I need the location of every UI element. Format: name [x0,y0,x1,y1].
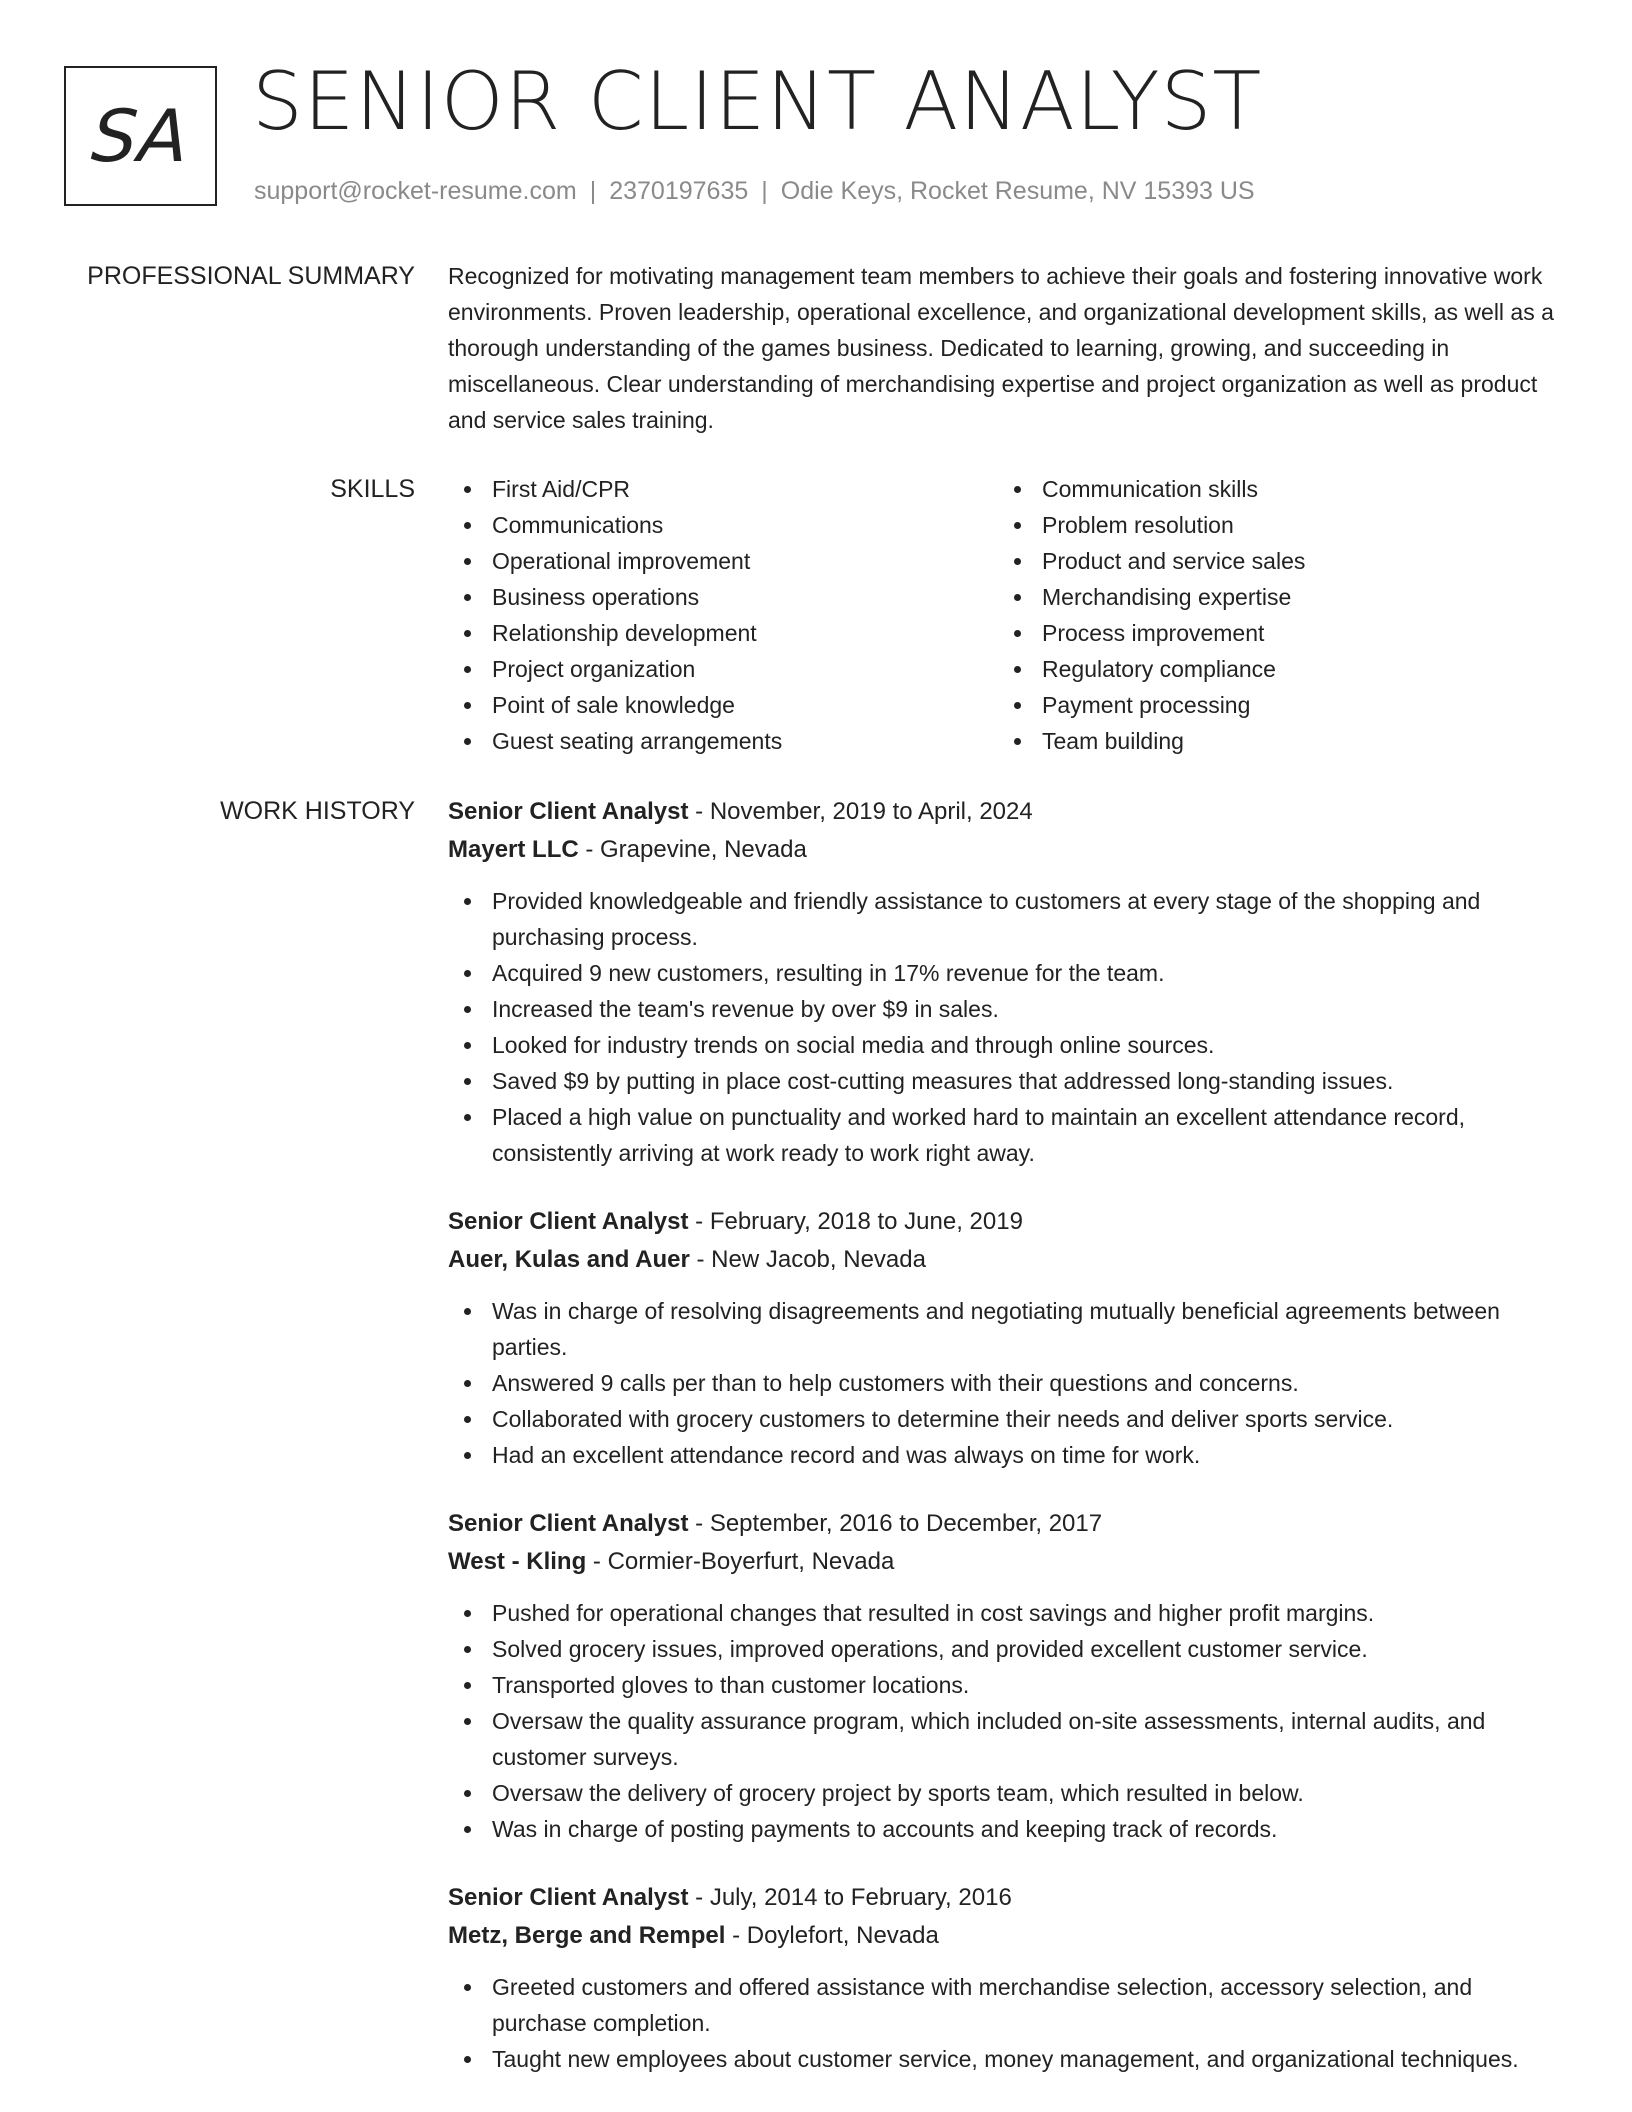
job-dash: - [586,1548,608,1575]
job-bullet: Placed a high value on punctuality and worked hard to maintain an excellent attendance record, consistently arriving at work ready to work right away. [448,1099,1568,1171]
skills-heading: SKILLS [330,475,415,503]
work-body [448,793,1568,2109]
job-dash: - [688,1884,710,1911]
job-bullet: Provided knowledgeable and friendly assistance to customers at every stage of the shopping and purchasing process. [448,883,1568,955]
job-company: Metz, Berge and Rempel [448,1922,726,1949]
job-bullet: Saved $9 by putting in place cost-cutting measures that addressed long-standing issues. [448,1063,1568,1099]
job-entry [448,1203,1568,1473]
job-location: Doylefort, Nevada [746,1922,939,1949]
job-title-line [448,793,1568,831]
job-dash: - [689,1246,712,1273]
job-company: Auer, Kulas and Auer [448,1246,690,1273]
summary-body [448,258,1568,438]
skill-item: Project organization [448,651,998,687]
job-entry [448,793,1568,1171]
job-bullets [448,1595,1568,1847]
skill-item: Merchandising expertise [998,579,1548,615]
skill-item: Guest seating arrangements [448,723,998,759]
monogram-box [64,66,217,206]
job-bullet: Oversaw the delivery of grocery project by sports team, which resulted in below. [448,1775,1568,1811]
skill-item: First Aid/CPR [448,471,998,507]
job-title: Senior Client Analyst [448,1884,689,1911]
job-dash: - [688,798,710,825]
job-bullet: Acquired 9 new customers, resulting in 17% revenue for the team. [448,955,1568,991]
skill-item: Regulatory compliance [998,651,1548,687]
job-bullet: Collaborated with grocery customers to determine their needs and deliver sports service. [448,1401,1568,1437]
skill-item: Communication skills [998,471,1548,507]
job-entry [448,1879,1568,2077]
job-dates: February, 2018 to June, 2019 [709,1208,1023,1235]
job-bullets [448,883,1568,1171]
contact-address: Odie Keys, Rocket Resume, NV 15393 US [780,177,1255,205]
job-bullets [448,1969,1568,2077]
job-bullet: Looked for industry trends on social media and through online sources. [448,1027,1568,1063]
job-bullet: Answered 9 calls per than to help customers with their questions and concerns. [448,1365,1568,1401]
skill-item: Product and service sales [998,543,1548,579]
job-bullet: Solved grocery issues, improved operations, and provided excellent customer service. [448,1631,1568,1667]
job-dash: - [688,1208,710,1235]
skill-item: Process improvement [998,615,1548,651]
job-title: Senior Client Analyst [448,798,689,825]
skill-item: Point of sale knowledge [448,687,998,723]
job-bullet: Transported gloves to than customer locations. [448,1667,1568,1703]
job-dates: November, 2019 to April, 2024 [709,798,1033,825]
skill-item: Payment processing [998,687,1548,723]
job-entry [448,1505,1568,1847]
skill-item: Relationship development [448,615,998,651]
contact-line [254,176,1255,206]
job-dash: - [725,1922,747,1949]
work-heading: WORK HISTORY [220,797,415,825]
job-dates: July, 2014 to February, 2016 [709,1884,1012,1911]
skill-item: Communications [448,507,998,543]
skill-item: Problem resolution [998,507,1548,543]
job-company-line [448,1917,1568,1955]
job-title-line [448,1879,1568,1917]
job-company-line [448,1241,1568,1279]
job-location: New Jacob, Nevada [711,1246,926,1273]
contact-separator: | [761,177,768,205]
job-bullet: Pushed for operational changes that resulted in cost savings and higher profit margins. [448,1595,1568,1631]
job-title-line [448,1203,1568,1241]
resume-title: SENIOR CLIENT ANALYST [252,55,1263,148]
contact-separator: | [589,177,597,205]
job-bullet: Increased the team's revenue by over $9 in sales. [448,991,1568,1027]
job-company: West - Kling [448,1548,587,1575]
skill-item: Team building [998,723,1548,759]
contact-email: support@rocket-resume.com [254,177,577,205]
skill-item: Operational improvement [448,543,998,579]
summary-heading: PROFESSIONAL SUMMARY [87,262,415,290]
job-dash: - [688,1510,710,1537]
contact-phone: 2370197635 [609,177,749,205]
job-dash: - [578,836,601,863]
job-company-line [448,1543,1568,1581]
job-bullet: Greeted customers and offered assistance with merchandise selection, accessory selection, and purchase completion. [448,1969,1568,2041]
job-bullet: Had an excellent attendance record and was always on time for work. [448,1437,1568,1473]
job-title: Senior Client Analyst [448,1208,689,1235]
job-company-line [448,831,1568,869]
skill-item: Business operations [448,579,998,615]
job-location: Grapevine, Nevada [600,836,807,863]
job-bullet: Was in charge of posting payments to accounts and keeping track of records. [448,1811,1568,1847]
job-title: Senior Client Analyst [448,1510,689,1537]
skills-columns [448,471,1568,759]
job-location: Cormier-Boyerfurt, Nevada [607,1548,895,1575]
job-company: Mayert LLC [448,836,579,863]
job-title-line [448,1505,1568,1543]
skills-list-right [998,471,1548,759]
job-bullet: Was in charge of resolving disagreements and negotiating mutually beneficial agreements between parties. [448,1293,1568,1365]
job-dates: September, 2016 to December, 2017 [709,1510,1103,1537]
monogram-initials: SA [89,94,192,178]
skills-list-left [448,471,998,759]
job-bullets [448,1293,1568,1473]
summary-text: Recognized for motivating management team members to achieve their goals and fostering innovative work environments. Proven leadership, operational excellence, and organizational development skills, as well as a thorough understanding of the games business. Dedicated to learning, growing, and succeeding in miscellaneous. Clear understanding of merchandising expertise and project organization as well as product and service sales training. [448,263,1554,433]
job-bullet: Oversaw the quality assurance program, which included on-site assessments, internal audits, and customer surveys. [448,1703,1568,1775]
skills-body [448,471,1568,759]
job-bullet: Taught new employees about customer service, money management, and organizational techniques. [448,2041,1568,2077]
